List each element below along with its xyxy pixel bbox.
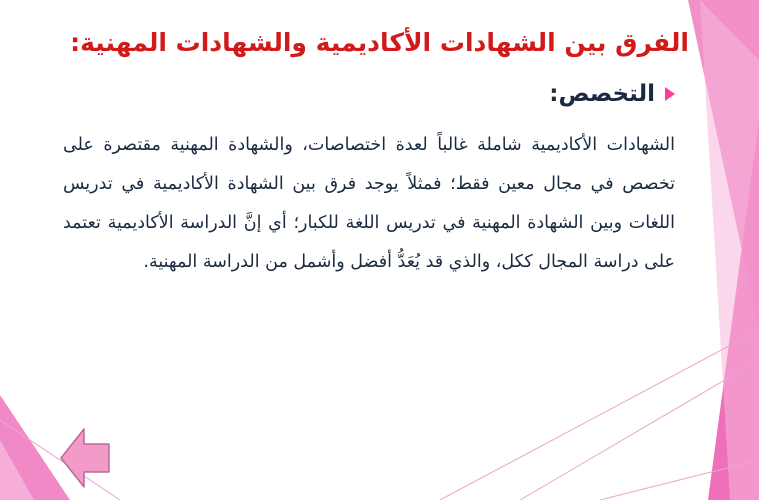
left-arrow-icon	[60, 428, 110, 488]
decor-line-1	[440, 330, 759, 500]
body-paragraph: الشهادات الأكاديمية شاملة غالباً لعدة اختصاصات، والشهادة المهنية مقتصرة على تخصص في مجال معين فقط؛ فمثلاً يوجد فرق بين الشهادة الأكاديمية في تدريس اللغات وبين الشهادة المهنية في تدريس اللغة للكبار؛ أي إنَّ الدراسة الأكاديمية تعتمد على دراسة المجال ككل، والذي قد يُعَدُّ أفضل وأشمل من الدراسة المهنية.	[63, 135, 675, 272]
back-button[interactable]	[60, 428, 110, 488]
bullet-title: التخصص:	[549, 81, 655, 107]
decor-shape-right-light	[700, 0, 759, 500]
triangle-bullet-icon	[665, 87, 675, 101]
bullet-heading	[549, 78, 675, 110]
slide-title: الفرق بين الشهادات الأكاديمية والشهادات المهنية:	[70, 28, 689, 57]
